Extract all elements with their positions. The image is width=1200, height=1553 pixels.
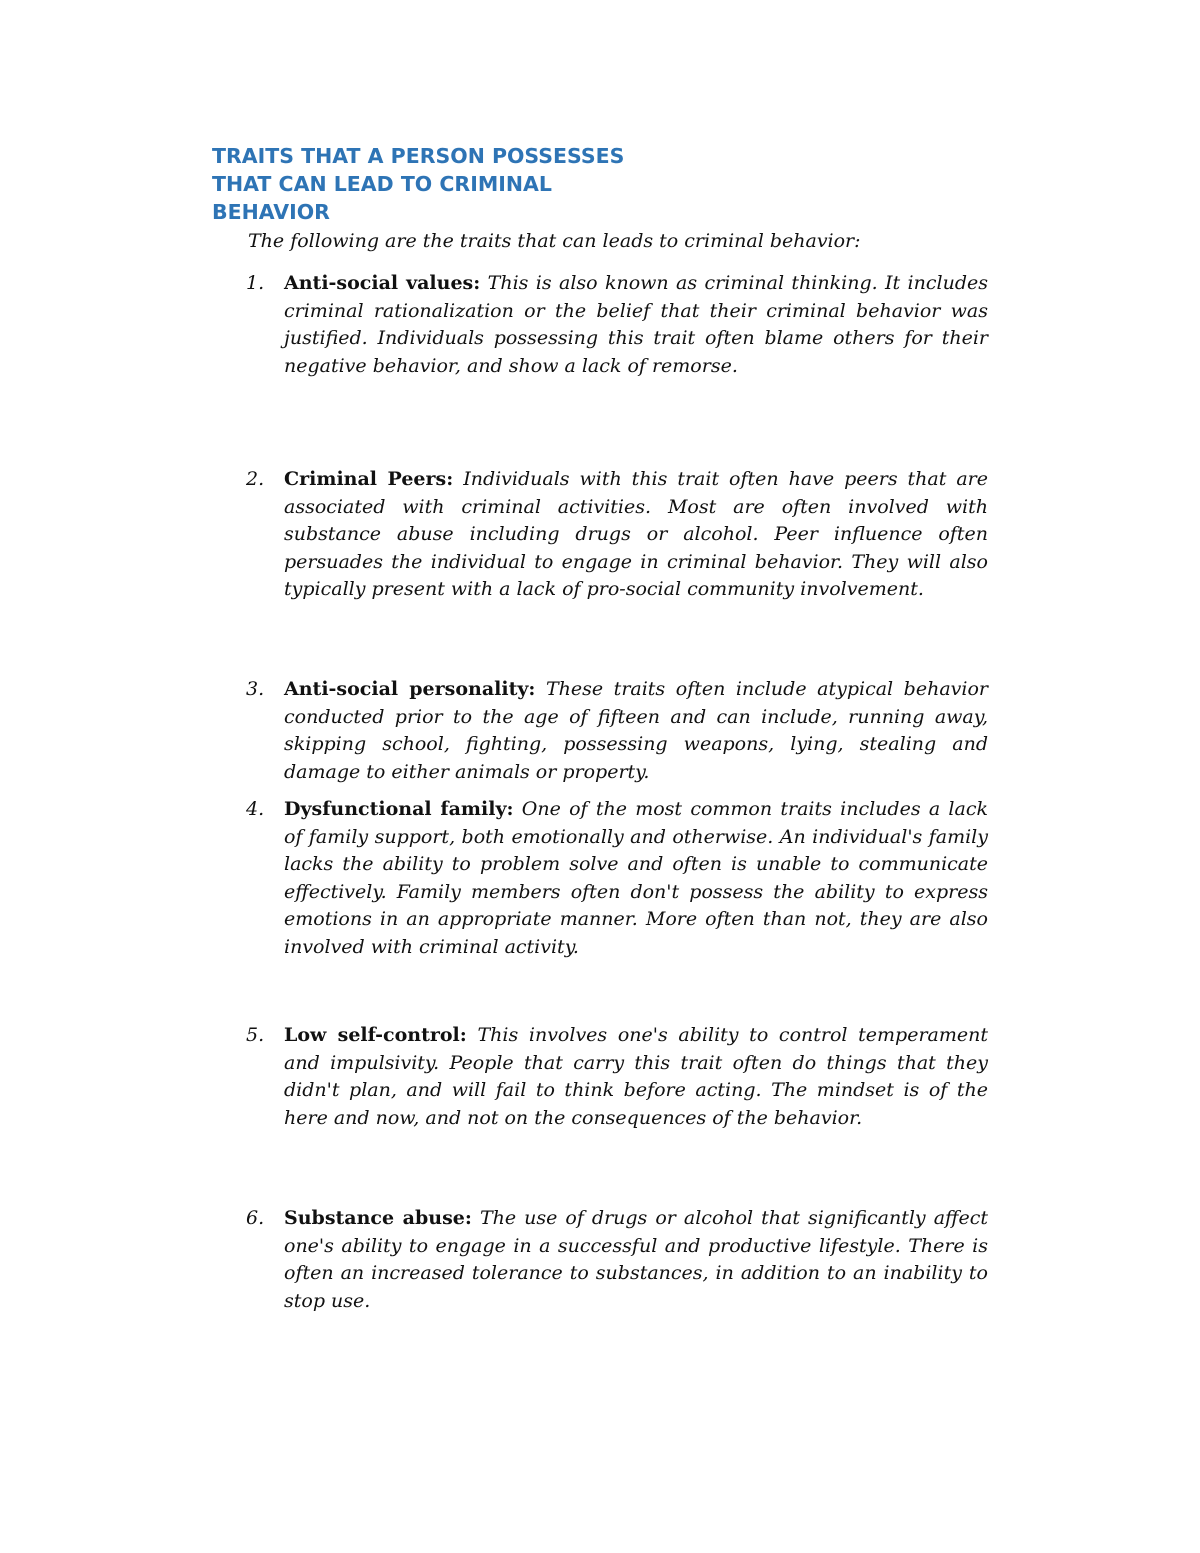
intro-text: The following are the traits that can leads to criminal behavior: [248,230,861,252]
list-item-number: 6. [246,1207,265,1229]
list-item-body [284,796,988,962]
list-item-text: One of the most common traits includes a lack of family support, both emotionally and otherwise. An individual's family lacks the ability to problem solve and often is unable to communicate effectively. Family members often don't possess the ability to express emotions in an appropriate manner. More often than not, they are also involved with criminal activity. [284,798,988,958]
title-line: TRAITS THAT A PERSON POSSESSES [212,144,625,168]
list-item-body [284,270,988,380]
page-title [212,142,732,226]
list-item-body [284,1022,988,1132]
list-item-term: Anti-social personality: [284,678,536,700]
title-line: THAT CAN LEAD TO CRIMINAL [212,172,552,196]
list-item-term: Dysfunctional family: [284,798,514,820]
list-item-number: 1. [246,272,265,294]
list-item-body [284,1205,988,1315]
list-item-body [284,466,988,604]
list-item-text: This is also known as criminal thinking. It includes criminal rationalization or the belief that their criminal behavior was justified. Individuals possessing this trait often blame others for their negative behavior, and show a lack of remorse. [284,272,988,377]
list-item-text: This involves one's ability to control temperament and impulsivity. People that carry this trait often do things that they didn't plan, and will fail to think before acting. The mindset is of the here and now, and not on the consequences of the behavior. [284,1024,989,1129]
list-item-text: Individuals with this trait often have peers that are associated with criminal activities. Most are often involved with substance abuse including drugs or alcohol. Peer influence often persuades the individual to engage in criminal behavior. They will also typically present with a lack of pro-social community involvement. [284,468,988,601]
title-line: BEHAVIOR [212,200,330,224]
list-item-term: Low self-control: [284,1024,467,1046]
list-item-number: 5. [246,1024,265,1046]
list-item-text: The use of drugs or alcohol that significantly affect one's ability to engage in a successful and productive lifestyle. There is often an increased tolerance to substances, in addition to an inability to stop use. [284,1207,989,1312]
list-item-number: 2. [246,468,265,490]
list-item-body [284,676,988,786]
list-item-term: Substance abuse: [284,1207,472,1229]
list-item-term: Anti-social values: [284,272,481,294]
list-item-number: 4. [246,798,265,820]
list-item-text: These traits often include atypical behavior conducted prior to the age of fifteen and can include, running away, skipping school, fighting, possessing weapons, lying, stealing and damage to either animals or property. [284,678,988,783]
list-item-term: Criminal Peers: [284,468,454,490]
list-item-number: 3. [246,678,265,700]
